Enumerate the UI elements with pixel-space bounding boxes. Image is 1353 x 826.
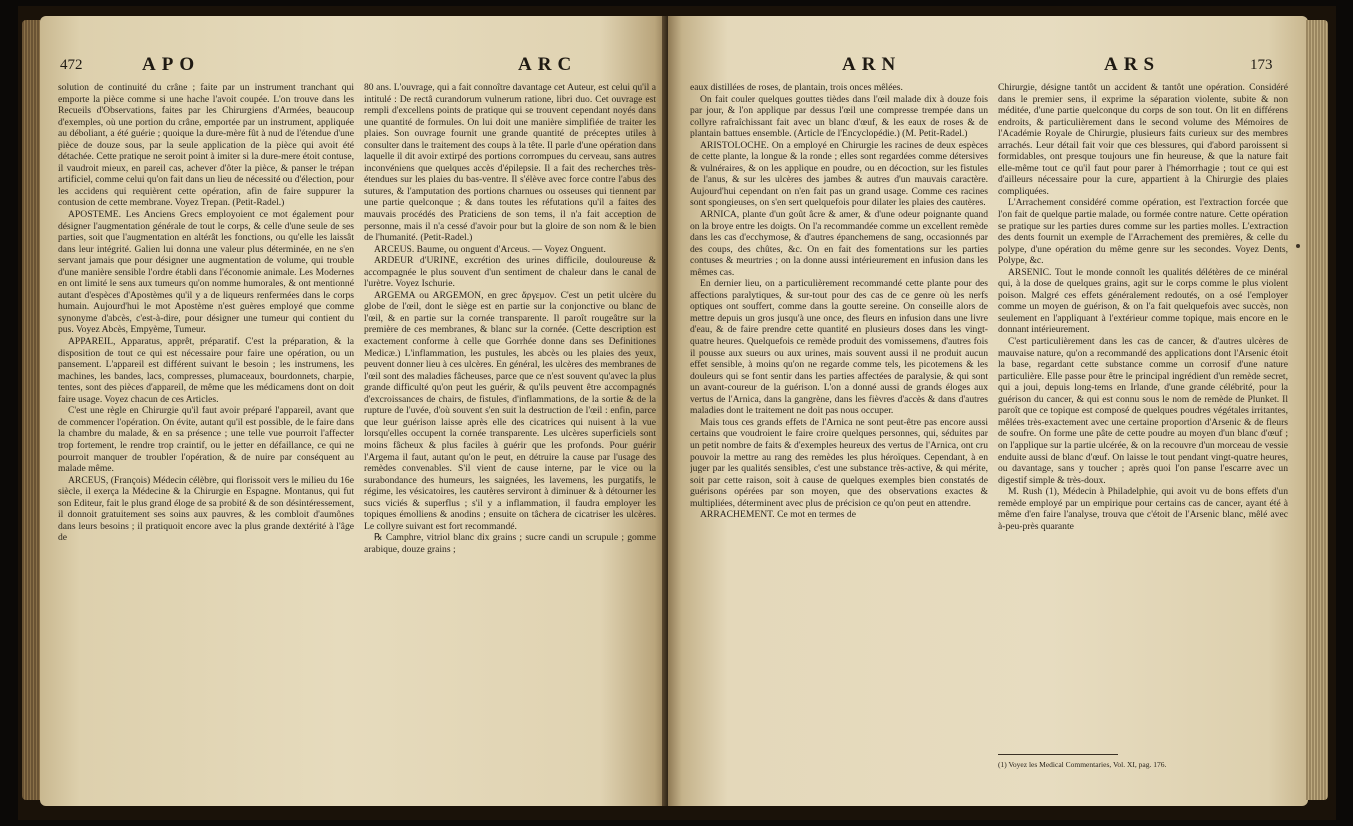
paragraph: ARCEUS, (François) Médecin célèbre, qui florissoit vers le milieu du 16e siècle, il exerça la Médecine & la Chirurgie en Espagne. Montanus, qui fut son Editeur, fait le plus grand éloge de sa probité & de son désintéressement, il donnoit gratuitement ses soins aux pauvres, & les combloit d'aumônes dans leurs besoins ; il pratiquoit encore avec la plus grande dextérité à l'âge de bbox=[58, 474, 354, 544]
paragraph: ARRACHEMENT. Ce mot en termes de bbox=[700, 509, 856, 521]
left-page-number: 472 bbox=[60, 57, 83, 73]
paragraph: L'Arrachement considéré comme opération, est l'extraction forcée que l'on fait de quelque partie malade, ou formée contre nature. Cette opération se pratique sur les parties dures comme sur les parties molles. L'extraction des dents fournit un exemple de l'Arrachement des premières, & celle du polype, d'une opération du même genre sur les secondes. Voyez Dents, Polype, &c. bbox=[998, 197, 1288, 267]
paragraph: ARNICA, plante d'un goût âcre & amer, & d'une odeur poignante quand on la broye entre les doigts. On l'a recommandée comme un excellent remède dans les cas d'ecchymose, & d'autres épanchemens de sang, occasionnés par des coups, des chûtes, &c. On en fait des fomentations sur les parties contuses & meurtries ; on la donne aussi intérieurement en infusion dans les mêmes cas. bbox=[690, 209, 988, 278]
right-headword-2: ARS bbox=[1104, 54, 1161, 75]
paragraph: APOSTEME. Les Anciens Grecs employoient ce mot également pour désigner l'augmentation générale de tout le corps, & celle d'une seule de ses parties, soit que l'augmentation en altérât les fonctions, ou qu'elle les laissât dans leur intégrité. Galien lui donna une valeur plus déterminée, en ne s'en servant jamais que pour désigner une augmentation de volume, qui trouble d'une manière sensible l'ordre établi dans l'économie animale. Les Modernes en ont limité le sens aux tumeurs qu'on nomme humorales, & ont mentionné autant d'espèces d'Apostèmes qu'il y a de liqueurs renfermées dans le corps humain. Aujourd'hui le mot Apostème n'est guères employé que comme synonyme d'abcès, c'est-à-dire, pour désigner une tumeur qui contient du pus. Voyez Abcès, Empyème, Tumeur. bbox=[58, 209, 354, 336]
left-page bbox=[40, 16, 668, 806]
paragraph: ARGEMA ou ARGEMON, en grec ἄργεμον. C'est un petit ulcère du globe de l'œil, dont le siège est en partie sur la conjonctive ou blanc de l'œil, & en partie sur la cornée transparente. Il paroît rougeâtre sur la première de ces membranes, & blanc sur la cornée. (Cette description est exactement conforme à celle que Gorrhée donne dans ses Definitiones Medicæ.) L'inflammation, les pustules, les abcès ou les plaies des yeux, peuvent donner lieu à ces ulcères. En général, les ulcères des membranes de l'œil sont des maladies fâcheuses, parce que ce n'est souvent qu'avec la plus grande difficulté qu'on peut les guérir, & qu'ils peuvent être accompagnés d'excroissances de chairs, de fistules, d'inflammations, de la sortie & de la rupture de l'uvée, d'où souvent s'en suit la destruction de l'œil : enfin, parce que leur guérison laisse après elle des cicatrices qui nuisent à la vue lorsqu'elles occupent la cornée transparente. Les ulcères superficiels sont moins fâcheux & plus faciles à guérir que les profonds. Pour guérir l'Argema il faut, autant qu'on le peut, en détruire la cause par l'usage des remèdes convenables. S'il vient de cause interne, par le vice ou la surabondance des humeurs, les saignées, les lavemens, les purgatifs, le régime, les vésicatoires, les cautères serviront à diminuer & à détourner les sucs viciés & superflus ; s'il y a inflammation, il faudra employer les topiques émolliens & anodins ; ensuite on tâchera de cicatriser les ulcères. Le collyre suivant est fort recommandé. bbox=[364, 289, 656, 532]
footnote-rule bbox=[998, 754, 1118, 755]
paragraph: ARSENIC. Tout le monde connoît les qualités délétères de ce minéral qui, à la dose de quelques grains, agit sur le corps comme le plus violent poison. Malgré ces effets généralement redoutés, on a osé l'employer comme un moyen de guérison, & on l'a fait quelquefois avec succès, non seulement en l'appliquant à l'extérieur comme topique, mais encore en le donnant intérieurement. bbox=[998, 266, 1288, 336]
paragraph: C'est une règle en Chirurgie qu'il faut avoir préparé l'appareil, avant que de commencer l'opération. On évite, autant qu'il est possible, de le faire dans la chambre du malade, & en sa présence ; une telle vue pourroit l'affecter trop fortement, le rendre trop craintif, ou le jetter en défaillance, ce qui ne pourroit manquer de troubler l'opération, & de nuire par conséquent au malade même. bbox=[58, 405, 354, 475]
left-headword-1: APO bbox=[142, 54, 201, 75]
paragraph: C'est particulièrement dans les cas de cancer, & d'autres ulcères de mauvaise nature, qu'on a recommandé des applications dont l'Arsenic étoit la base, regardant cette substance comme un corrosif d'une nature particulière. Elle passe pour être le principal ingrédient d'un remède secret, qui a joui, depuis long-tems en Irlande, d'une grande célébrité, pour la guérison du cancer, & qui est connu sous le nom de remède de Plunket. Il paroît que ce topique est composé de quelques poudres végétales irritantes, mêlées très-exactement avec une certaine proportion d'Arsenic & de fleurs de soufre. On forme une pâte de cette poudre au moyen d'un blanc d'œuf ; on l'applique sur la partie ulcérée, & on la recouvre d'un morceau de vessie enduite aussi de blanc d'œuf. On laisse le tout pendant vingt-quatre heures, ou davantage, sans y toucher ; après quoi l'on panse l'escarre avec un digestif simple & très-doux. bbox=[998, 336, 1288, 486]
paragraph: M. Rush (1), Médecin à Philadelphie, qui avoit vu de bons effets d'un remède employé par un empirique pour certains cas de cancer, ayant été à même d'en faire l'analyse, trouva que c'étoit de l'Arsenic blanc, mêlé avec à-peu-près quarante bbox=[998, 486, 1288, 532]
right-page-header bbox=[708, 54, 1298, 84]
paragraph: solution de continuité du crâne ; faite par un instrument tranchant qui emporte la pièce comme si une hache l'avoit coupée. L'on trouve dans les Recueils d'Observations, faites par les Chirurgiens d'Armées, beaucoup d'exemples, où une portion du crâne, emportée par un instrument, appliquée au déboliant, a été guérie ; quoique la dure-mère fût à nud de l'étendue d'une pièce de douze sous, par la seule application de la pièce qui avoit été détachée. Cette pratique ne seroit point à imiter si la dure-mere étoit contuse, il vaudroit mieux, en pareil cas, achever d'ôter la pièce, & panser le trépan artificiel, comme celui qu'on fait dans un lieu de nécessité ou d'élection, pour les accidens qui requièrent cette opération, afin de faire suppurer la contusion de cette membrane. Voyez Trepan. (Petit-Radel.) bbox=[58, 82, 354, 209]
paragraph: ARDEUR d'URINE, excrétion des urines difficile, douloureuse & accompagnée le plus souvent d'un sentiment de chaleur dans le canal de l'urètre. Voyez Ischurie. bbox=[364, 255, 656, 290]
right-page bbox=[668, 16, 1308, 806]
left-page-column-2 bbox=[364, 82, 656, 794]
open-book bbox=[18, 6, 1336, 820]
right-page-column-2 bbox=[998, 82, 1288, 748]
paragraph: eaux distillées de roses, de plantain, trois onces mêlées. bbox=[690, 82, 903, 93]
left-page-column-1 bbox=[58, 82, 354, 794]
footnote: (1) Voyez les Medical Commentaries, Vol. XI, pag. 176. bbox=[998, 760, 1167, 769]
paragraph: ARCEUS. Baume, ou onguent d'Arceus. — Voyez Onguent. bbox=[374, 243, 606, 255]
right-page-number: 173 bbox=[1250, 57, 1273, 73]
left-headword-2: ARC bbox=[518, 54, 578, 75]
paragraph: 80 ans. L'ouvrage, qui a fait connoître davantage cet Auteur, est celui qu'il a intitulé : De rectâ curandorum vulnerum ratione, libri duo. Cet ouvrage est rempli d'excellens points de pratique qui se trouvent cependant noyés dans une quantité de formules. On lui doit une manière simplifiée de traiter les plaies. Son ouvrage fournit une grande quantité de préceptes utiles à consulter dans le traitement des coups à la tête. Il parle d'une opération dans laquelle il dit avoir extirpé des portions corrompues du cerveau, sans autres inconvéniens que quelques accès d'épilepsie. Il a fait des recherches très-étendues sur les plaies du bas-ventre. Il s'élève avec force contre l'abus des sutures, & l'amputation des portions charnues ou osseuses qui tiennent par une partie quelconque ; & dans toutes les réfutations qu'il a faites des mauvais procédés des Praticiens de son tems, il n'a fait acception de personne, mais il n'a cessé d'avoir pour but la gloire de son nom & le bien de l'humanité. (Petit-Radel.) bbox=[364, 82, 656, 244]
paragraph: Chirurgie, désigne tantôt un accident & tantôt une opération. Considéré dans le premier sens, il exprime la séparation violente, subite & non méditée, d'une partie quelconque du corps de son tout. On lit en différens endroits, & particulièrement dans le second volume des Mémoires de l'Académie Royale de Chirurgie, plusieurs faits curieux sur des membres arrachés. Leur détail fait voir que ces blessures, qui d'abord paroissent si formidables, ont presque toujours une fin heureuse, & que la nature fait elle-même tout ce qu'il faut pour parer à l'hémorrhagie ; tout ce qui est d'ailleurs nécessaire pour la cure, appartient à la Chirurgie des plaies compliquées. bbox=[998, 82, 1288, 197]
right-headword-1: ARN bbox=[842, 54, 902, 75]
paragraph: On fait couler quelques gouttes tièdes dans l'œil malade dix à douze fois par jour, & l'on applique par dessus l'œil une compresse trempée dans un collyre rafraîchissant fait avec un blanc d'œuf, & les eaux de roses & de plantain battues ensemble. (Article de l'Encyclopédie.) (M. Petit-Radel.) bbox=[690, 93, 988, 140]
right-page-edges bbox=[1306, 20, 1328, 800]
left-page-header bbox=[60, 54, 660, 84]
left-page-edges bbox=[22, 20, 42, 800]
paragraph: ℞ Camphre, vitriol blanc dix grains ; sucre candi un scrupule ; gomme arabique, douze grains ; bbox=[364, 532, 656, 555]
paragraph: APPAREIL, Apparatus, apprêt, préparatif. C'est la préparation, & la disposition de tout ce qui est nécessaire pour faire une opération, ou un pansement. L'appareil est différent suivant le besoin ; les instrumens, les machines, les bandes, lacs, compresses, plumaceaux, bourdonnets, charpie, tentes, sont des pièces d'appareil, de même que les médicamens dont on doit faire usage. Voyez chacun de ces Articles. bbox=[58, 336, 354, 405]
paragraph: ARISTOLOCHE. On a employé en Chirurgie les racines de deux espèces de cette plante, la longue & la ronde ; elles sont regardées comme détersives & vulnéraires, & on les applique en poudre, ou en décoction, sur les fistules de l'anus, & sur les ulcères des jambes & autres d'un mauvais caractère. Aujourd'hui cependant on n'en fait pas un grand usage. Comme ces racines sont spongieuses, on s'en sert quelquefois pour dilater les plaies des cautères. bbox=[690, 139, 988, 209]
ink-mark bbox=[1296, 244, 1300, 248]
right-page-column-1 bbox=[690, 82, 988, 794]
paragraph: En dernier lieu, on a particulièrement recommandé cette plante pour des affections paralytiques, & sur-tout pour des cas de ce genre où les nerfs optiques ont souffert, comme dans la goutte sereine. On conseille alors de mettre depuis un gros jusqu'à une once, des fleurs en infusion dans une livre d'eau, & de faire prendre cette quantité en plusieurs doses dans les vingt-quatre heures. Quelquefois ce remède produit des vomissemens, d'autres fois il pousse aux sueurs ou aux urines, mais souvent aussi il ne produit aucun effet sensible, à moins qu'on ne regarde comme tels, les picotemens & les douleurs qui se font sentir dans les parties affectées de paralysie, & qui sont un avant-coureur de la guérison. L'on a donné aussi de grands éloges aux vertus de l'Arnica, dans la gangrène, dans les fièvres d'accès & dans d'autres maladies dont le traitement ne doit pas nous occuper. bbox=[690, 278, 988, 417]
paragraph: Mais tous ces grands effets de l'Arnica ne sont peut-être pas encore aussi certains que voudroient le faire croire quelques personnes, qui, séduites par un petit nombre de faits & d'exemples heureux des vertus de l'Arnica, ont cru pouvoir la mettre au rang des remèdes les plus héroïques. Cependant, à en juger par les qualités sensibles, c'est une substance très-active, & qui mérite, soit par cette raison, soit à cause de quelques exemples bien constatés de guérisons opérées par son moyen, que des observations exactes & multipliées, déterminent avec plus de précision ce qu'on peut en attendre. bbox=[690, 416, 988, 509]
